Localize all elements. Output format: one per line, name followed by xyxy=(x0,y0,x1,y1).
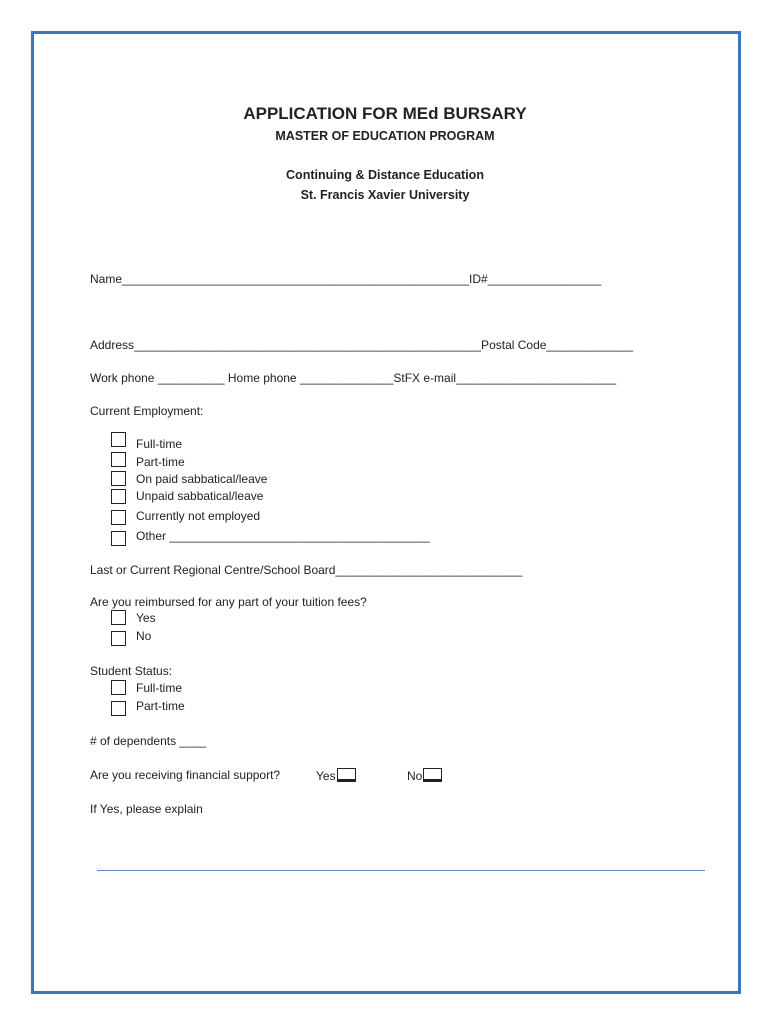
status-fulltime-checkbox[interactable] xyxy=(111,680,126,695)
financial-support-no-option[interactable] xyxy=(407,768,442,783)
current-employment-label: Current Employment: xyxy=(90,404,204,418)
financial-support-no-checkbox[interactable] xyxy=(423,768,442,782)
reimbursed-question: Are you reimbursed for any part of your tuition fees? xyxy=(90,595,367,609)
employment-paid-sabbatical-checkbox[interactable] xyxy=(111,471,126,486)
reimbursed-no-checkbox[interactable] xyxy=(111,631,126,646)
regional-centre-field[interactable]: Last or Current Regional Centre/School Board____________________________ xyxy=(90,563,523,577)
explain-answer-line[interactable] xyxy=(97,870,705,871)
dependents-field[interactable]: # of dependents ____ xyxy=(90,734,207,748)
employment-parttime-checkbox[interactable] xyxy=(111,452,126,467)
department-name: Continuing & Distance Education xyxy=(286,168,484,182)
financial-support-yes-checkbox[interactable] xyxy=(337,768,356,782)
phones-email-field[interactable]: Work phone __________ Home phone ______________StFX e-mail________________________ xyxy=(90,371,617,385)
reimbursed-yes-label: Yes xyxy=(136,611,156,625)
employment-not-employed-checkbox[interactable] xyxy=(111,510,126,525)
reimbursed-no-label: No xyxy=(136,629,152,643)
address-postal-field[interactable]: Address____________________________________________________Postal Code_____________ xyxy=(90,338,634,352)
university-name: St. Francis Xavier University xyxy=(300,188,470,202)
employment-fulltime-checkbox[interactable] xyxy=(111,432,126,447)
form-subtitle: MASTER OF EDUCATION PROGRAM xyxy=(275,129,495,143)
form-title: APPLICATION FOR MEd BURSARY xyxy=(243,104,527,123)
reimbursed-yes-checkbox[interactable] xyxy=(111,610,126,625)
explain-label: If Yes, please explain xyxy=(90,802,203,816)
financial-support-yes-option[interactable] xyxy=(316,768,356,783)
employment-option-label: On paid sabbatical/leave xyxy=(136,472,268,486)
employment-unpaid-sabbatical-checkbox[interactable] xyxy=(111,489,126,504)
name-id-field[interactable]: Name____________________________________________________ID#_________________ xyxy=(90,272,602,286)
status-parttime-label: Part-time xyxy=(136,699,185,713)
employment-other-field[interactable]: Other _______________________________________ xyxy=(136,529,430,543)
employment-other-checkbox[interactable] xyxy=(111,531,126,546)
employment-option-label: Unpaid sabbatical/leave xyxy=(136,489,264,503)
employment-option-label: Part-time xyxy=(136,455,185,469)
student-status-label: Student Status: xyxy=(90,664,173,678)
employment-option-label: Full-time xyxy=(136,437,183,451)
financial-support-yes-label: Yes xyxy=(316,769,336,783)
employment-option-label: Currently not employed xyxy=(136,509,261,523)
status-parttime-checkbox[interactable] xyxy=(111,701,126,716)
financial-support-no-label: No xyxy=(407,769,423,783)
status-fulltime-label: Full-time xyxy=(136,681,183,695)
financial-support-question: Are you receiving financial support? xyxy=(90,768,281,782)
